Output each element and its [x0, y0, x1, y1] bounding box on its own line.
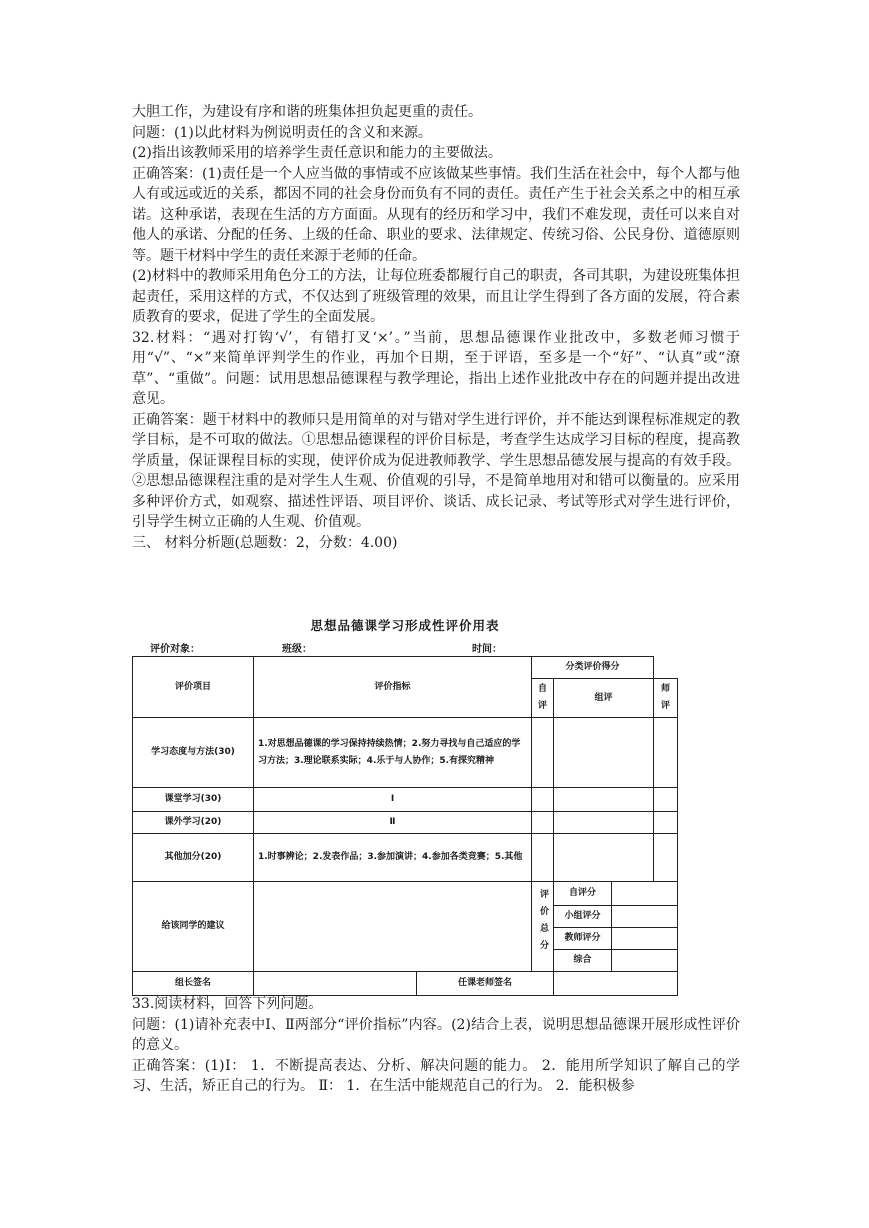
row3-teacher	[654, 812, 678, 834]
row1-teacher	[654, 718, 678, 788]
table-row	[133, 718, 678, 788]
table-row	[133, 788, 678, 812]
header-self: 自评	[532, 679, 554, 718]
evaluation-table	[132, 656, 678, 996]
header-group: 组评	[554, 679, 654, 718]
header-score-group: 分类评价得分	[532, 657, 654, 679]
suggest-item: 给该同学的建议	[133, 882, 254, 972]
meta-time: 时间：	[472, 644, 502, 655]
row3-group	[554, 812, 654, 834]
question-33-ask: 问题：(1)请补充表中Ⅰ、Ⅱ两部分“评价指标”内容。(2)结合上表，说明思想品德课开展形成性评价的意义。	[132, 1016, 740, 1053]
row4-group	[554, 834, 654, 882]
question-31-part2: (2)指出该教师采用的培养学生责任意识和能力的主要做法。	[132, 145, 502, 161]
total-sum-value	[612, 950, 678, 972]
total-self-label: 自评分	[554, 882, 612, 906]
body-text	[132, 102, 740, 553]
total-group-value	[612, 906, 678, 928]
meta-evaluation-object: 评价对象：	[150, 644, 200, 655]
answer-32: 正确答案：题干材料中的教师只是用简单的对与错对学生进行评价，并不能达到课程标准规定的教学目标，是不可取的做法。①思想品德课程的评价目标是，考查学生达成学习目标的程度，提高教学质量，保证课程目标的实现，使评价成为促进教师教学、学生思想品德发展与提高的有效手段。②思想品德课程注重的是对学生人生观、价值观的引导，不是简单地用对和错可以衡量的。应采用多种评价方式，如观察、描述性评语、项目评价、谈话、成长记录、考试等形式对学生进行评价，引导学生树立正确的人生观、价值观。	[132, 411, 740, 530]
paragraph-continuation: 大胆工作，为建设有序和谐的班集体担负起更重的责任。	[132, 104, 482, 120]
leader-sign-value	[254, 972, 417, 996]
teacher-sign-value	[554, 972, 678, 996]
question-33-intro: 33.阅读材料，回答下列问题。	[132, 996, 323, 1012]
header-indicator: 评价指标	[254, 657, 532, 718]
meta-class: 班级：	[282, 644, 312, 655]
total-vertical-text: 评价总分	[538, 888, 549, 957]
row1-self	[532, 718, 554, 788]
row2-group	[554, 788, 654, 812]
row1-indicator: 1.对思想品德课的学习保持持续热情；2.努力寻找与自己适应的学习方法；3.理论联系实际；4.乐于与人协作；5.有探究精神	[254, 718, 532, 788]
form-title: 思想品德课学习形成性评价用表	[310, 618, 500, 633]
row3-indicator: Ⅱ	[254, 812, 532, 834]
table-row	[133, 882, 678, 906]
body-text-tail	[132, 994, 740, 1097]
table-row	[133, 834, 678, 882]
row2-self	[532, 788, 554, 812]
row1-group	[554, 718, 654, 788]
row4-indicator: 1.时事辨论；2.发表作品；3.参加演讲；4.参加各类竞赛；5.其他	[254, 834, 532, 882]
row2-item: 课堂学习(30)	[133, 788, 254, 812]
row4-item: 其他加分(20)	[133, 834, 254, 882]
header-item: 评价项目	[133, 657, 254, 718]
row3-item: 课外学习(20)	[133, 812, 254, 834]
row4-teacher	[654, 834, 678, 882]
table-header-row	[133, 657, 678, 679]
header-teacher: 师评	[654, 679, 678, 718]
total-teacher-value	[612, 928, 678, 950]
total-vertical-label	[532, 882, 554, 972]
row2-indicator: Ⅰ	[254, 788, 532, 812]
row3-self	[532, 812, 554, 834]
evaluation-form-image	[132, 612, 678, 988]
total-group-label: 小组评分	[554, 906, 612, 928]
total-sum-label: 综合	[554, 950, 612, 972]
row1-item: 学习态度与方法(30)	[133, 718, 254, 788]
question-31-part1: 问题：(1)以此材料为例说明责任的含义和来源。	[132, 124, 432, 141]
total-self-value	[612, 882, 678, 906]
table-row	[133, 972, 678, 996]
row2-teacher	[654, 788, 678, 812]
total-teacher-label: 教师评分	[554, 928, 612, 950]
section-heading: 三、 材料分析题(总题数：2，分数：4.00)	[132, 534, 398, 551]
answer-31-part2: (2)材料中的教师采用角色分工的方法，让每位班委都履行自己的职责，各司其职，为建设班集体担起责任，采用这样的方式，不仅达到了班级管理的效果，而且让学生得到了各方面的发展，符合素质教育的要求，促进了学生的全面发展。	[132, 268, 740, 325]
answer-33: 正确答案：(1)Ⅰ： 1．不断提高表达、分析、解决问题的能力。 2．能用所学知识了解自己的学习、生活，矫正自己的行为。 Ⅱ： 1．在生活中能规范自己的行为。 2．能积极参	[132, 1057, 740, 1094]
suggest-content	[254, 882, 532, 972]
answer-31-part1: 正确答案：(1)责任是一个人应当做的事情或不应该做某些事情。我们生活在社会中，每个人都与他人有或远或近的关系，都因不同的社会身份而负有不同的责任。责任产生于社会关系之中的相互承诺。这种承诺，表现在生活的方方面面。从现有的经历和学习中，我们不难发现，责任可以来自对他人的承诺、分配的任务、上级的任命、职业的要求、法律规定、传统习俗、公民身份、道德原则等。题干材料中学生的责任来源于老师的任命。	[132, 165, 740, 264]
teacher-sign-label: 任课老师签名	[417, 972, 554, 996]
table-row	[133, 812, 678, 834]
leader-sign-label: 组长签名	[133, 972, 254, 996]
question-32: 32.材料：“遇对打钩‘√’，有错打叉‘×’。”当前，思想品德课作业批改中，多数老师习惯于用“√”、“×”来简单评判学生的作业，再加个日期，至于评语，至多是一个“好”、“认真”或“潦草”、“重做”。问题：试用思想品德课程与教学理论，指出上述作业批改中存在的问题并提出改进意见。	[132, 329, 740, 407]
row4-self	[532, 834, 554, 882]
